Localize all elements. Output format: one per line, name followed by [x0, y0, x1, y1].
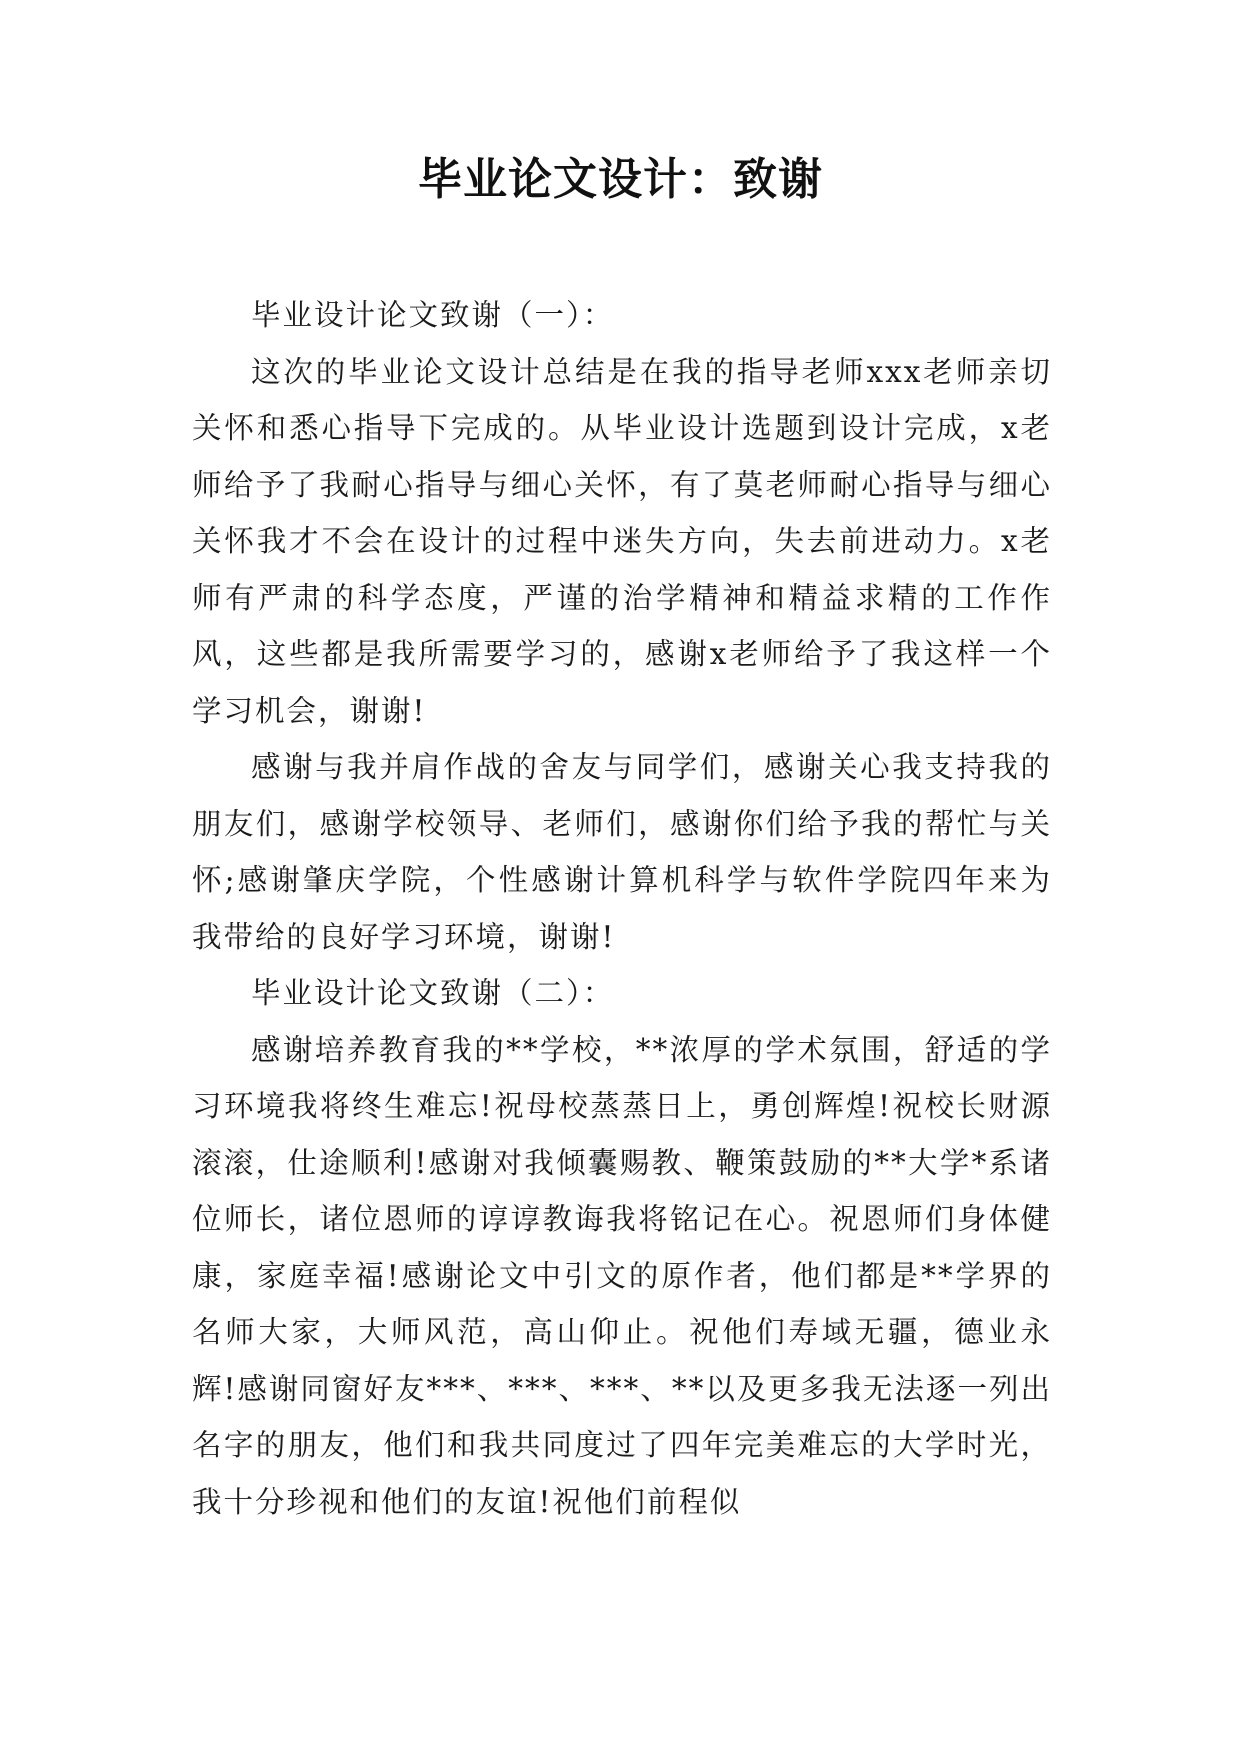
document-title: 毕业论文设计：致谢	[418, 154, 823, 205]
paragraph-classmates-thanks: 感谢与我并肩作战的舍友与同学们，感谢关心我支持我的朋友们，感谢学校领导、老师们，感谢你们给予我的帮忙与关怀;感谢肇庆学院，个性感谢计算机科学与软件学院四年来为我带给的良好学习环境，谢谢!	[192, 750, 1052, 954]
document-body	[192, 287, 1052, 1530]
section-heading-2: 毕业设计论文致谢（二）：	[251, 976, 615, 1010]
section-heading-1: 毕业设计论文致谢（一）：	[251, 298, 615, 332]
paragraph-advisor-thanks: 这次的毕业论文设计总结是在我的指导老师xxx老师亲切关怀和悉心指导下完成的。从毕业设计选题到设计完成，x老师给予了我耐心指导与细心关怀，有了莫老师耐心指导与细心关怀我才不会在设计的过程中迷失方向，失去前进动力。x老师有严肃的科学态度，严谨的治学精神和精益求精的工作作风，这些都是我所需要学习的，感谢x老师给予了我这样一个学习机会，谢谢!	[192, 354, 1052, 728]
paragraph-school-thanks: 感谢培养教育我的**学校，**浓厚的学术氛围，舒适的学习环境我将终生难忘!祝母校蒸蒸日上，勇创辉煌!祝校长财源滚滚，仕途顺利!感谢对我倾囊赐教、鞭策鼓励的**大学*系诸位师长，诸位恩师的谆谆教诲我将铭记在心。祝恩师们身体健康，家庭幸福!感谢论文中引文的原作者，他们都是**学界的名师大家，大师风范，高山仰止。祝他们寿域无疆，德业永辉!感谢同窗好友***、***、***、**以及更多我无法逐一列出名字的朋友，他们和我共同度过了四年完美难忘的大学时光，我十分珍视和他们的友谊!祝他们前程似	[192, 1032, 1052, 1519]
